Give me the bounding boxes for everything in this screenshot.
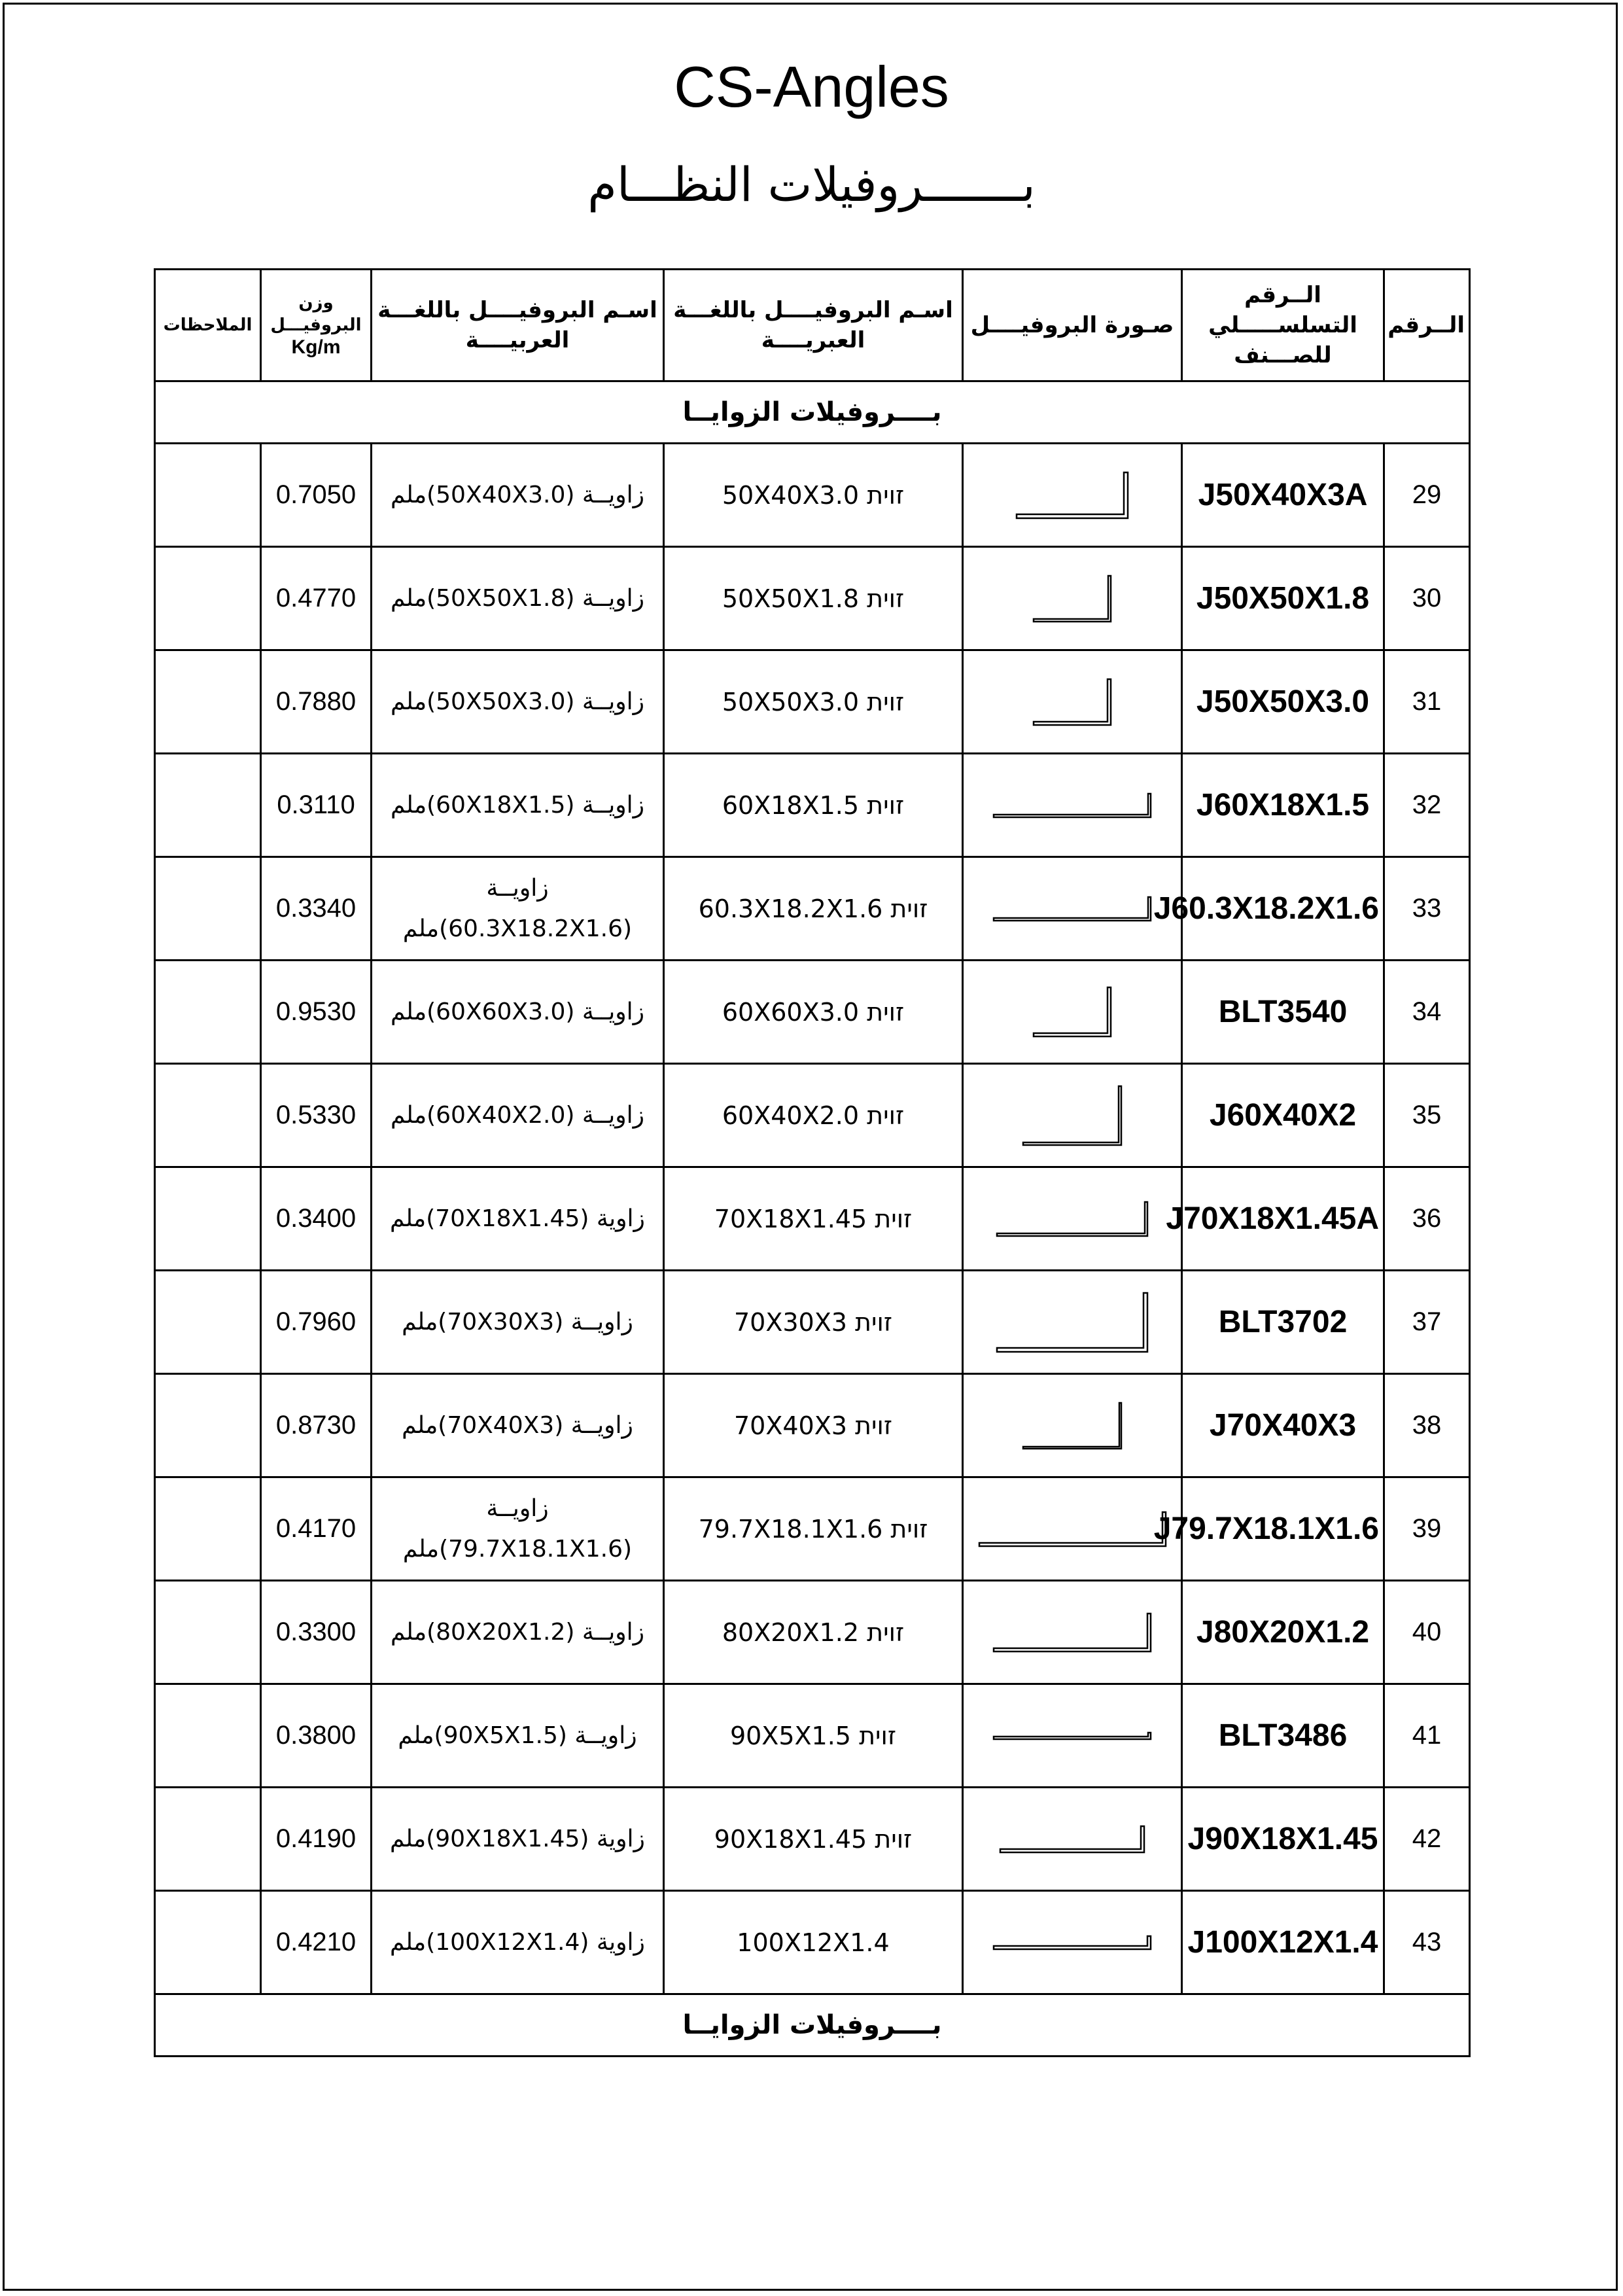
angle-profile-icon <box>1014 470 1130 521</box>
row-hebrew-name: זוית 60X40X2.0 <box>664 1064 963 1167</box>
profile-image <box>963 857 1182 961</box>
table-row <box>155 857 1470 961</box>
row-hebrew-name: זוית 70X30X3 <box>664 1271 963 1374</box>
row-weight: 0.3300 <box>261 1581 372 1684</box>
row-number: 37 <box>1384 1271 1470 1374</box>
row-arabic-name: زاويــة (50X50X1.8)ملم <box>372 547 664 650</box>
header-number: الــرقم <box>1384 270 1470 381</box>
table-row <box>155 1788 1470 1891</box>
row-weight: 0.5330 <box>261 1064 372 1167</box>
row-arabic-name: زاويــة (90X5X1.5)ملم <box>372 1684 664 1788</box>
row-notes <box>155 444 261 547</box>
row-number: 32 <box>1384 754 1470 857</box>
table-row <box>155 547 1470 650</box>
profile-image <box>963 1581 1182 1684</box>
row-hebrew-name: זוית 80X20X1.2 <box>664 1581 963 1684</box>
table-row <box>155 1891 1470 1994</box>
row-number: 34 <box>1384 961 1470 1064</box>
row-hebrew-name: זוית 90X18X1.45 <box>664 1788 963 1891</box>
row-serial-code: BLT3702 <box>1182 1271 1384 1374</box>
row-notes <box>155 1374 261 1477</box>
row-weight: 0.3340 <box>261 857 372 961</box>
table-row <box>155 961 1470 1064</box>
row-weight: 0.3800 <box>261 1684 372 1788</box>
row-arabic-name: زاوية (90X18X1.45)ملم <box>372 1788 664 1891</box>
angle-profile-icon <box>977 1510 1168 1549</box>
row-notes <box>155 1271 261 1374</box>
row-serial-code: J79.7X18.1X1.6 <box>1182 1477 1384 1581</box>
profile-image <box>963 754 1182 857</box>
table-row <box>155 1167 1470 1271</box>
row-hebrew-name: 100X12X1.4 <box>664 1891 963 1994</box>
profiles-table <box>154 268 1471 2057</box>
header-weight-label: وزن البروفيـــل <box>270 293 362 335</box>
profile-image <box>963 1788 1182 1891</box>
row-serial-code: J50X40X3A <box>1182 444 1384 547</box>
profile-image <box>963 961 1182 1064</box>
row-arabic-name: زاويــة (70X40X3)ملم <box>372 1374 664 1477</box>
angle-profile-icon <box>991 791 1153 820</box>
angle-profile-icon <box>991 1934 1153 1952</box>
row-notes <box>155 1788 261 1891</box>
row-arabic-name: زاويــة (79.7X18.1X1.6)ملم <box>372 1477 664 1581</box>
header-serial: الــرقم التسلســـــلي للصـــنف <box>1182 270 1384 381</box>
row-number: 29 <box>1384 444 1470 547</box>
angle-profile-icon <box>994 1290 1150 1354</box>
profile-image <box>963 1684 1182 1788</box>
row-weight: 0.7050 <box>261 444 372 547</box>
row-notes <box>155 547 261 650</box>
row-number: 40 <box>1384 1581 1470 1684</box>
page-title: CS-Angles <box>674 54 949 119</box>
row-number: 31 <box>1384 650 1470 754</box>
header-hebrew-name: اسـم البروفيــــل باللغـــة العبريــــة <box>664 270 963 381</box>
page-subtitle: بـــــــروفيلات النظـــام <box>587 157 1036 212</box>
row-hebrew-name: זוית 60X18X1.5 <box>664 754 963 857</box>
row-weight: 0.7880 <box>261 650 372 754</box>
table-row <box>155 1064 1470 1167</box>
row-weight: 0.3400 <box>261 1167 372 1271</box>
angle-profile-icon <box>1021 1400 1124 1451</box>
row-serial-code: BLT3486 <box>1182 1684 1384 1788</box>
row-number: 33 <box>1384 857 1470 961</box>
row-serial-code: J50X50X1.8 <box>1182 547 1384 650</box>
angle-profile-icon <box>1021 1084 1124 1148</box>
angle-profile-icon <box>1031 677 1113 728</box>
row-arabic-name: زاوية (100X12X1.4)ملم <box>372 1891 664 1994</box>
section-footer-row <box>155 1994 1470 2057</box>
row-serial-code: J60X40X2 <box>1182 1064 1384 1167</box>
row-notes <box>155 1167 261 1271</box>
row-number: 39 <box>1384 1477 1470 1581</box>
row-hebrew-name: זוית 50X50X3.0 <box>664 650 963 754</box>
table-row <box>155 1684 1470 1788</box>
table-row <box>155 1271 1470 1374</box>
header-image: صـورة البروفيــــل <box>963 270 1182 381</box>
row-hebrew-name: זוית 90X5X1.5 <box>664 1684 963 1788</box>
angle-profile-icon <box>1031 985 1113 1039</box>
angle-profile-icon <box>998 1824 1147 1855</box>
row-hebrew-name: זוית 60.3X18.2X1.6 <box>664 857 963 961</box>
angle-profile-icon <box>991 1611 1153 1654</box>
row-serial-code: J100X12X1.4 <box>1182 1891 1384 1994</box>
section-title: بــــروفيلات الزوايــا <box>155 381 1470 444</box>
table-row <box>155 1581 1470 1684</box>
row-weight: 0.3110 <box>261 754 372 857</box>
row-notes <box>155 1581 261 1684</box>
row-arabic-name: زاويــة (50X50X3.0)ملم <box>372 650 664 754</box>
row-serial-code: J90X18X1.45 <box>1182 1788 1384 1891</box>
table-row <box>155 650 1470 754</box>
angle-profile-icon <box>991 1730 1153 1742</box>
row-arabic-name: زاوية (70X18X1.45)ملم <box>372 1167 664 1271</box>
row-notes <box>155 1477 261 1581</box>
row-serial-code: J70X40X3 <box>1182 1374 1384 1477</box>
row-number: 43 <box>1384 1891 1470 1994</box>
row-number: 38 <box>1384 1374 1470 1477</box>
row-hebrew-name: זוית 70X18X1.45 <box>664 1167 963 1271</box>
row-arabic-name: زاويــة (60X60X3.0)ملم <box>372 961 664 1064</box>
row-arabic-name: زاويــة (60X40X2.0)ملم <box>372 1064 664 1167</box>
profile-image <box>963 1891 1182 1994</box>
row-hebrew-name: זוית 50X40X3.0 <box>664 444 963 547</box>
table-row <box>155 754 1470 857</box>
row-arabic-name: زاويــة (80X20X1.2)ملم <box>372 1581 664 1684</box>
row-weight: 0.4210 <box>261 1891 372 1994</box>
row-arabic-name: زاويــة (60X18X1.5)ملم <box>372 754 664 857</box>
profile-image <box>963 547 1182 650</box>
header-weight-unit: Kg/m <box>291 336 341 358</box>
table-row <box>155 444 1470 547</box>
row-serial-code: J80X20X1.2 <box>1182 1581 1384 1684</box>
section-footer: بــــروفيلات الزوايــا <box>155 1994 1470 2057</box>
row-notes <box>155 1891 261 1994</box>
row-weight: 0.8730 <box>261 1374 372 1477</box>
table-row <box>155 1477 1470 1581</box>
row-number: 35 <box>1384 1064 1470 1167</box>
header-weight <box>261 270 372 381</box>
row-number: 36 <box>1384 1167 1470 1271</box>
row-hebrew-name: זוית 60X60X3.0 <box>664 961 963 1064</box>
section-row <box>155 381 1470 444</box>
row-weight: 0.4770 <box>261 547 372 650</box>
profile-image <box>963 444 1182 547</box>
row-hebrew-name: זוית 70X40X3 <box>664 1374 963 1477</box>
row-serial-code: J70X18X1.45A <box>1182 1167 1384 1271</box>
row-weight: 0.9530 <box>261 961 372 1064</box>
header-row <box>155 270 1470 381</box>
row-hebrew-name: זוית 50X50X1.8 <box>664 547 963 650</box>
row-weight: 0.7960 <box>261 1271 372 1374</box>
profile-image <box>963 1064 1182 1167</box>
profile-image <box>963 1271 1182 1374</box>
row-weight: 0.4190 <box>261 1788 372 1891</box>
row-arabic-name: زاويــة (70X30X3)ملم <box>372 1271 664 1374</box>
row-serial-code: J50X50X3.0 <box>1182 650 1384 754</box>
row-number: 30 <box>1384 547 1470 650</box>
profile-image <box>963 1477 1182 1581</box>
row-notes <box>155 961 261 1064</box>
row-notes <box>155 650 261 754</box>
angle-profile-icon <box>994 1199 1150 1239</box>
row-weight: 0.4170 <box>261 1477 372 1581</box>
angle-profile-icon <box>991 894 1153 923</box>
row-notes <box>155 754 261 857</box>
row-serial-code: BLT3540 <box>1182 961 1384 1064</box>
header-notes: الملاحظات <box>155 270 261 381</box>
row-serial-code: J60X18X1.5 <box>1182 754 1384 857</box>
row-notes <box>155 857 261 961</box>
row-arabic-name: زاويــة (60.3X18.2X1.6)ملم <box>372 857 664 961</box>
profile-image <box>963 650 1182 754</box>
table-row <box>155 1374 1470 1477</box>
profile-image <box>963 1167 1182 1271</box>
row-number: 42 <box>1384 1788 1470 1891</box>
row-number: 41 <box>1384 1684 1470 1788</box>
header-arabic-name: اسـم البروفيــــل باللغـــة العربيــــة <box>372 270 664 381</box>
row-notes <box>155 1684 261 1788</box>
row-hebrew-name: זוית 79.7X18.1X1.6 <box>664 1477 963 1581</box>
row-arabic-name: زاويــة (50X40X3.0)ملم <box>372 444 664 547</box>
row-serial-code: J60.3X18.2X1.6 <box>1182 857 1384 961</box>
profile-image <box>963 1374 1182 1477</box>
angle-profile-icon <box>1031 573 1113 624</box>
row-notes <box>155 1064 261 1167</box>
